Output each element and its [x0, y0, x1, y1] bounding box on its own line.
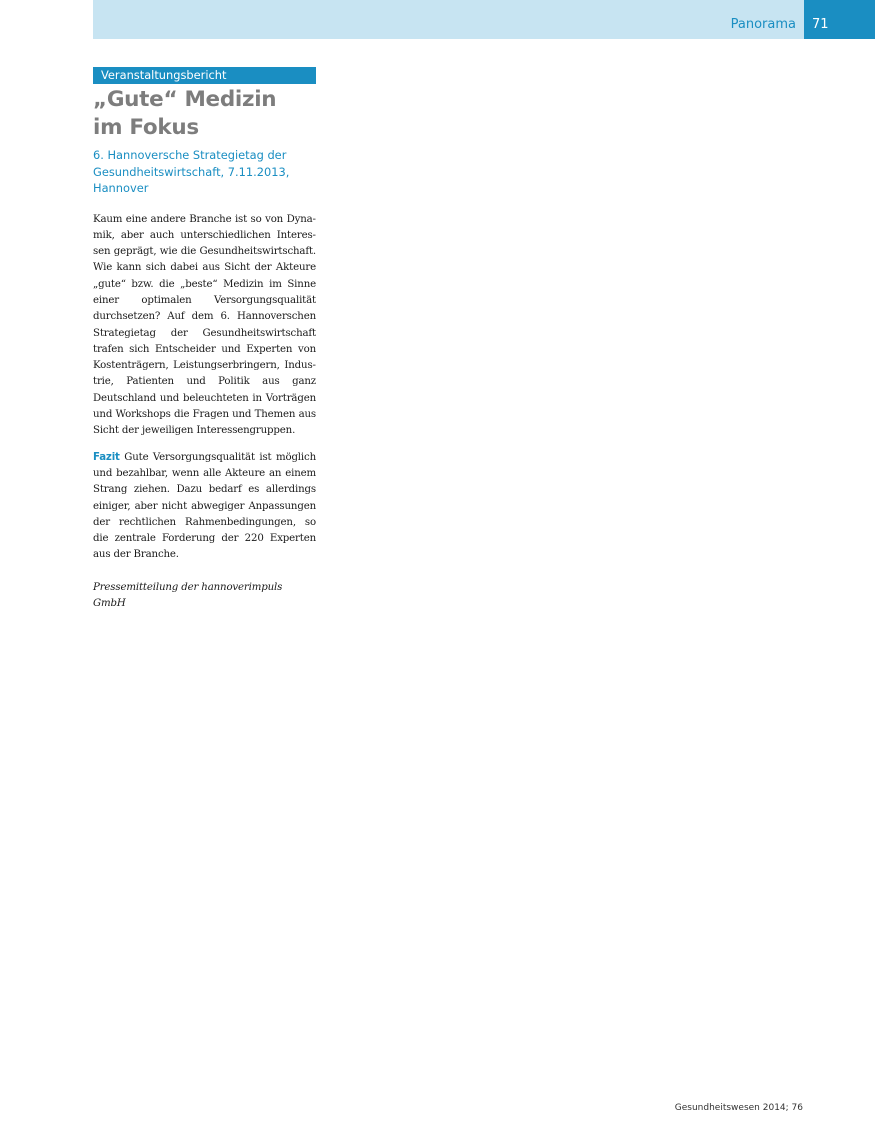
section-label: Panorama	[730, 17, 796, 32]
page-number-box	[804, 0, 875, 39]
journal-citation: Gesundheitswesen 2014; 76	[674, 1103, 803, 1113]
article-source: Pressemitteilung der hannoverimpuls GmbH	[93, 581, 283, 610]
article-body: Kaum eine andere Branche ist so von Dynamik, aber auch unterschiedlichen Interessen geprägt, wie die Gesundheitswirtschaft. Wie kann sich dabei aus Sicht der Akteure „gute“ bzw. die „beste“ Medizin im Sinne einer optimalen Versorgungsqualität durchsetzen? Auf dem 6. Hannoverschen Strategietag der Gesundheitswirtschaft trafen sich Entscheider und Experten von Kostenträgern, Leistungserbringern, Industrie, Patienten und Politik aus ganz Deutschland und beleuchteten in Vorträgen und Workshops die Fragen und Themen aus Sicht der jeweiligen Interessengruppen.	[93, 213, 316, 437]
article-title-line2: im Fokus	[93, 115, 199, 140]
article	[93, 67, 316, 612]
article-title-line1: „Gute“ Medizin	[93, 87, 277, 112]
article-conclusion	[93, 450, 316, 564]
article-subtitle: 6. Hannoversche Strategietag der Gesundheitswirtschaft, 7.11.2013, Hannover	[93, 148, 290, 195]
conclusion-text: Gute Versorgungsqualität ist möglich und bezahlbar, wenn alle Akteure an einem Strang ziehen. Dazu bedarf es allerdings einiger, aber nicht abwegiger Anpassungen der rechtlichen Rahmenbedingungen, so die zentrale Forderung der 220 Experten aus der Branche.	[93, 451, 316, 561]
article-title	[93, 86, 316, 142]
conclusion-label: Fazit	[93, 451, 120, 463]
page-number: 71	[812, 17, 829, 32]
category-tag: Veranstaltungsbericht	[93, 67, 316, 84]
